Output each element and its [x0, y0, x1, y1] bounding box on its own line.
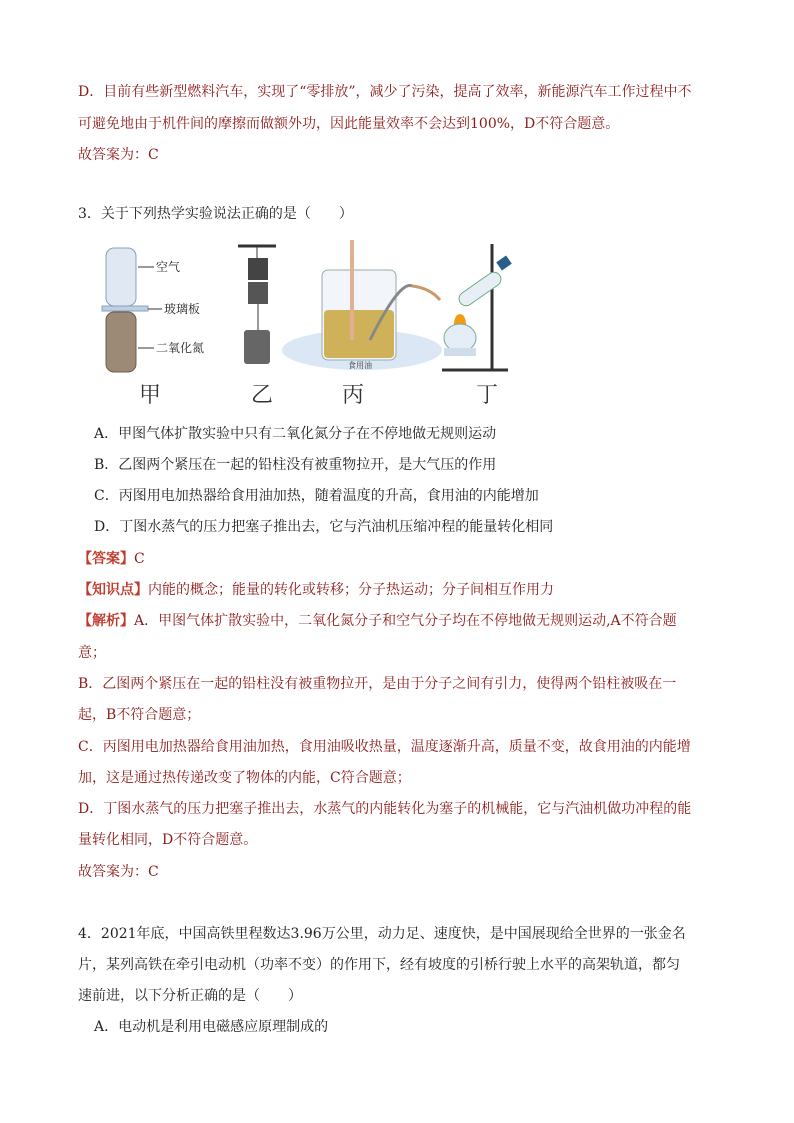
figure-label-ding: 丁	[476, 383, 499, 408]
q3-option-a: A．甲图气体扩散实验中只有二氧化氮分子在不停地做无规则运动	[94, 426, 497, 442]
q3-stem: 3．关于下列热学实验说法正确的是（ ）	[78, 206, 353, 222]
label-glass-plate: 玻璃板	[164, 302, 201, 316]
beaker-heater-illustration	[282, 240, 442, 370]
q3-analysis-line-3: B．乙图两个紧压在一起的铅柱没有被重物拉开，是由于分子之间有引力，使得两个铅柱被吸在一	[78, 676, 677, 692]
answer-value: C	[134, 551, 145, 567]
q3-option-c: C．丙图用电加热器给食用油加热，随着温度的升高，食用油的内能增加	[94, 488, 539, 504]
test-tube-burner-illustration	[442, 244, 512, 370]
label-oil: 食用油	[348, 361, 372, 370]
q4-option-a: A．电动机是利用电磁感应原理制成的	[94, 1019, 329, 1035]
prev-option-d-line2: 可避免地由于机件间的摩擦而做额外功，因此能量效率不会达到100%，D不符合题意。	[78, 116, 620, 132]
experiment-illustrations	[100, 240, 520, 410]
knowledge-text: 内能的概念；能量的转化或转移；分子热运动；分子间相互作用力	[148, 582, 554, 598]
prev-answer: 故答案为：C	[78, 147, 159, 163]
figure-label-bing: 丙	[342, 383, 365, 408]
figure-label-jia: 甲	[139, 383, 162, 408]
q4-stem-line-1: 4．2021年底，中国高铁里程数达3.96万公里，动力足、速度快，是中国展现给全世界的一张金名	[78, 926, 686, 942]
knowledge-tag: 【知识点】	[78, 582, 148, 598]
q3-option-b: B．乙图两个紧压在一起的铅柱没有被重物拉开，是大气压的作用	[94, 457, 497, 473]
analysis-tag: 【解析】	[78, 613, 134, 629]
q3-analysis-line-7: D．丁图水蒸气的压力把塞子推出去，水蒸气的内能转化为塞子的机械能，它与汽油机做功冲程的能	[78, 801, 692, 817]
q3-analysis-line-4: 起，B不符合题意；	[78, 707, 201, 723]
q3-option-d: D．丁图水蒸气的压力把塞子推出去，它与汽油机压缩冲程的能量转化相同	[94, 519, 554, 535]
q3-analysis-line-2: 意；	[78, 645, 106, 661]
lead-cylinders-illustration	[238, 246, 276, 364]
label-no2: 二氧化氮	[156, 341, 205, 355]
q3-analysis-line-6: 加，这是通过热传递改变了物体的内能，C符合题意；	[78, 770, 411, 786]
diffusion-jars-illustration	[102, 248, 204, 372]
q3-knowledge-points	[78, 580, 554, 600]
answer-tag: 【答案】	[78, 551, 134, 567]
q4-stem-line-2: 片，某列高铁在牵引电动机（功率不变）的作用下，经有坡度的引桥行驶上水平的高架轨道，都匀	[78, 957, 680, 973]
prev-option-d-line1: D．目前有些新型燃料汽车，实现了“零排放”，减少了污染，提高了效率，新能源汽车工作过程中不	[78, 84, 692, 100]
q3-analysis-line-5: C．丙图用电加热器给食用油加热，食用油吸收热量，温度逐渐升高，质量不变，故食用油的内能增	[78, 739, 691, 755]
figure-label-yi: 乙	[251, 383, 274, 408]
label-air: 空气	[156, 260, 181, 274]
q3-analysis-line-8: 量转化相同，D不符合题意。	[78, 832, 258, 848]
q3-figure	[100, 240, 520, 410]
q3-final-answer: 故答案为：C	[78, 864, 159, 880]
q3-answer	[78, 549, 145, 569]
q3-analysis-line-1: 【解析】A．甲图气体扩散实验中，二氧化氮分子和空气分子均在不停地做无规则运动,A不符合题	[78, 613, 677, 629]
q4-stem-line-3: 速前进，以下分析正确的是（ ）	[78, 988, 302, 1004]
